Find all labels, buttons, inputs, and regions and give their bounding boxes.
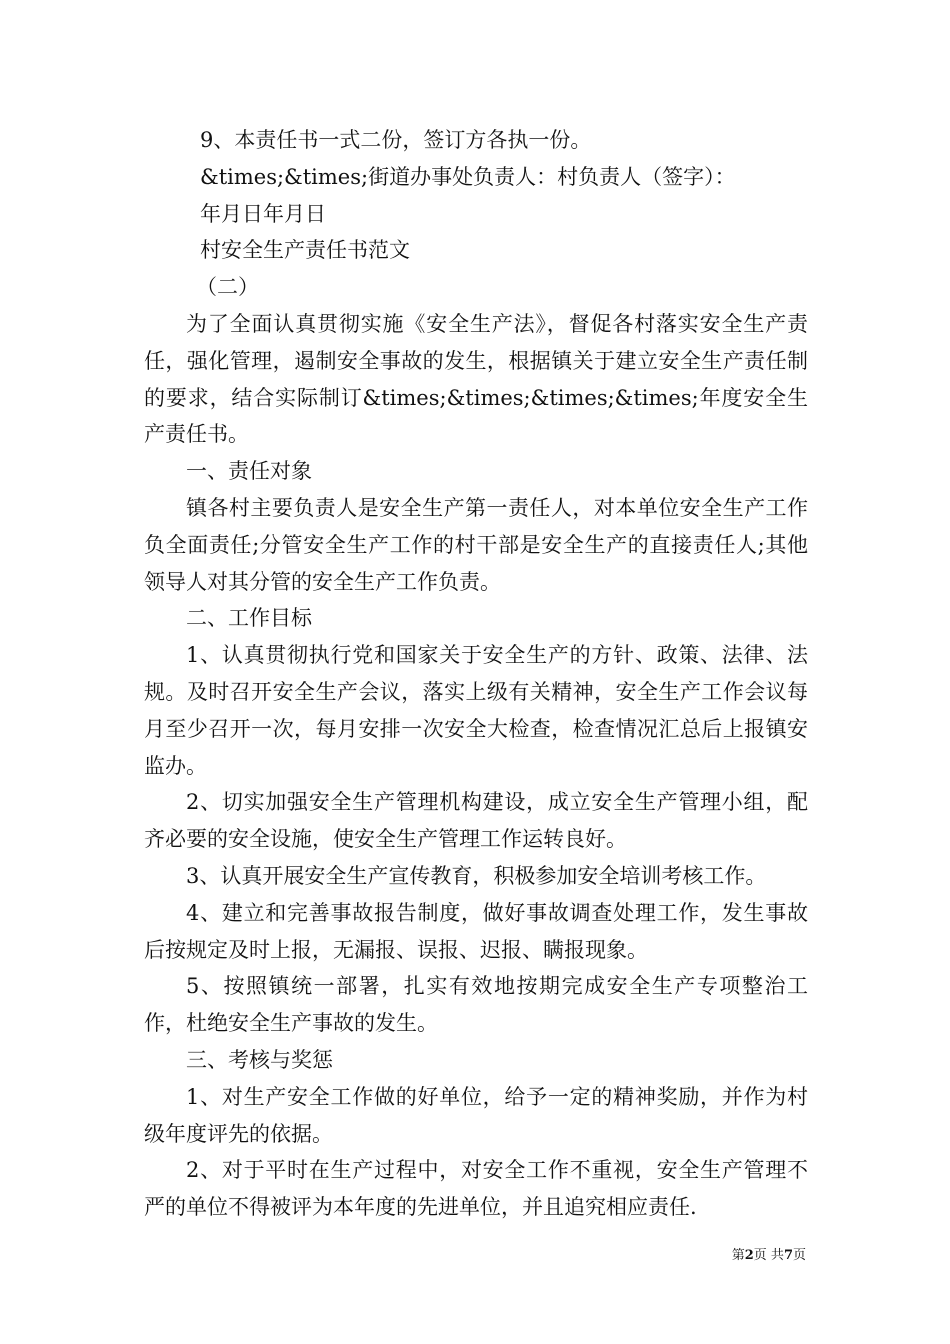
clause-9-line: 9、本责任书一式二份，签订方各执一份。 — [200, 128, 592, 152]
heading-responsibility-target: 一、责任对象 — [186, 459, 312, 484]
footer-prefix: 第 — [731, 1248, 745, 1263]
assessment-item-1: 1、对生产安全工作做的好单位，给予一定的精神奖励，并作为村级年度评先的依据。 — [144, 1084, 808, 1146]
goal-item-1: 1、认真贯彻执行党和国家关于安全生产的方针、政策、法律、法规。及时召开安全生产会议，落实上级有关精神，安全生产工作会议每月至少召开一次，每月安排一次安全大检查，检查情况汇总后上报镇安监办。 — [144, 643, 808, 778]
assessment-item-2: 2、对于平时在生产过程中，对安全工作不重视，安全生产管理不严的单位不得被评为本年度的先进单位，并且追究相应责任. — [144, 1158, 808, 1220]
date-line: 年月日年月日 — [200, 201, 326, 226]
section-title: 村安全生产责任书范文 — [200, 238, 410, 263]
goal-item-3: 3、认真开展安全生产宣传教育，积极参加安全培训考核工作。 — [186, 863, 767, 888]
heading-work-goals: 二、工作目标 — [186, 606, 312, 631]
goal-item-2: 2、切实加强安全生产管理机构建设，成立安全生产管理小组，配齐必要的安全设施，使安全生产管理工作运转良好。 — [144, 790, 808, 852]
goal-item-5: 5、按照镇统一部署，扎实有效地按期完成安全生产专项整治工作，杜绝安全生产事故的发生。 — [144, 974, 808, 1036]
responsibility-paragraph: 镇各村主要负责人是安全生产第一责任人，对本单位安全生产工作负全面责任;分管安全生产工作的村干部是安全生产的直接责任人;其他领导人对其分管的安全生产工作负责。 — [144, 495, 808, 594]
intro-paragraph: 为了全面认真贯彻实施《安全生产法》，督促各村落实安全生产责任，强化管理，遏制安全事故的发生，根据镇关于建立安全生产责任制的要求，结合实际制订&times;&times;&times;&times;年度安全生产责任书。 — [144, 311, 808, 447]
footer-suffix: 页 — [792, 1248, 806, 1263]
signature-line: &times;&times;街道办事处负责人：村负责人（签字）： — [200, 164, 736, 189]
page-footer — [732, 1247, 806, 1265]
footer-total-pages: 7 — [783, 1248, 793, 1263]
heading-assessment: 三、考核与奖惩 — [186, 1047, 333, 1072]
document-body — [144, 122, 808, 1226]
footer-middle: 页 共 — [753, 1248, 784, 1263]
section-number: （二） — [196, 275, 259, 300]
goal-item-4: 4、建立和完善事故报告制度，做好事故调查处理工作，发生事故后按规定及时上报，无漏报、误报、迟报、瞒报现象。 — [144, 900, 808, 962]
footer-current-page: 2 — [744, 1248, 754, 1263]
